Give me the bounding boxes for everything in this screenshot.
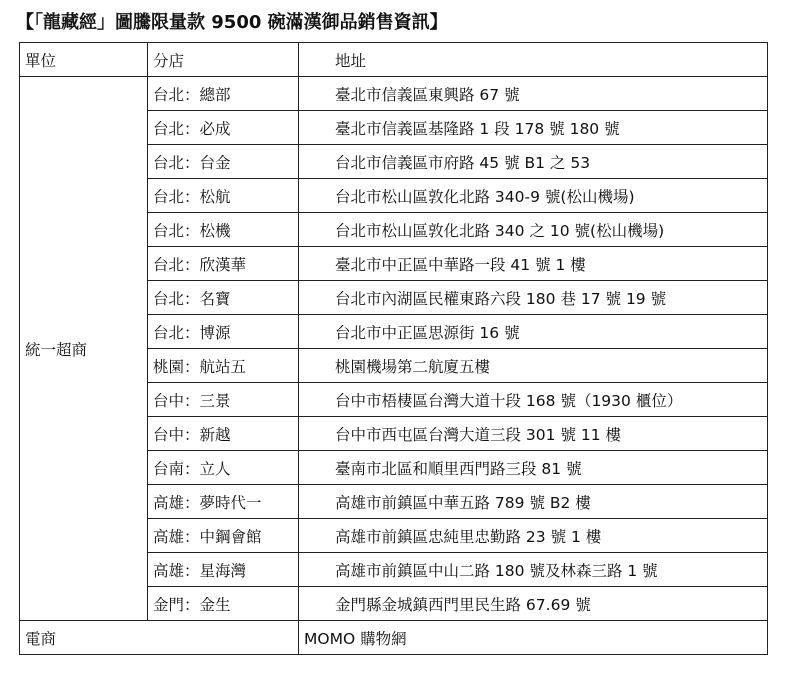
address-cell: 金門縣金城鎮西門里民生路 67.69 號 bbox=[299, 587, 768, 621]
branch-cell: 台中：三景 bbox=[148, 383, 299, 417]
channel-cell: 統一超商 bbox=[20, 77, 148, 621]
address-cell: 臺北市信義區基隆路 1 段 178 號 180 號 bbox=[299, 111, 768, 145]
address-cell: 台北市中正區思源街 16 號 bbox=[299, 315, 768, 349]
branch-cell: 桃園：航站五 bbox=[148, 349, 299, 383]
address-cell: 臺南市北區和順里西門路三段 81 號 bbox=[299, 451, 768, 485]
address-cell: 台北市松山區敦化北路 340 之 10 號(松山機場) bbox=[299, 213, 768, 247]
address-cell: 高雄市前鎮區忠純里忠勤路 23 號 1 樓 bbox=[299, 519, 768, 553]
address-cell: 台北市松山區敦化北路 340-9 號(松山機場) bbox=[299, 179, 768, 213]
branch-cell: 高雄：星海灣 bbox=[148, 553, 299, 587]
branch-cell: 台北：總部 bbox=[148, 77, 299, 111]
header-address: 地址 bbox=[299, 43, 768, 77]
branch-cell: 高雄：夢時代一 bbox=[148, 485, 299, 519]
table-row bbox=[20, 77, 768, 111]
address-cell: 台北市信義區市府路 45 號 B1 之 53 bbox=[299, 145, 768, 179]
ecommerce-store-cell: MOMO 購物網 bbox=[299, 621, 768, 655]
branch-cell: 台北：欣漢華 bbox=[148, 247, 299, 281]
branch-cell: 台北：名寶 bbox=[148, 281, 299, 315]
branch-cell: 台北：松航 bbox=[148, 179, 299, 213]
branch-cell: 台北：松機 bbox=[148, 213, 299, 247]
branch-cell: 台北：博源 bbox=[148, 315, 299, 349]
branch-cell: 台南：立人 bbox=[148, 451, 299, 485]
address-cell: 台中市梧棲區台灣大道十段 168 號（1930 櫃位） bbox=[299, 383, 768, 417]
branch-cell: 台中：新越 bbox=[148, 417, 299, 451]
header-channel: 單位 bbox=[20, 43, 148, 77]
address-cell: 高雄市前鎮區中山二路 180 號及林森三路 1 號 bbox=[299, 553, 768, 587]
branch-cell: 台北：台金 bbox=[148, 145, 299, 179]
address-cell: 台北市內湖區民權東路六段 180 巷 17 號 19 號 bbox=[299, 281, 768, 315]
address-cell: 臺北市中正區中華路一段 41 號 1 樓 bbox=[299, 247, 768, 281]
table-header-row bbox=[20, 43, 768, 77]
branch-cell: 台北：必成 bbox=[148, 111, 299, 145]
address-cell: 臺北市信義區東興路 67 號 bbox=[299, 77, 768, 111]
page-title: 【「龍藏經」圖騰限量款 9500 碗滿漢御品銷售資訊】 bbox=[16, 12, 448, 33]
branch-cell: 金門：金生 bbox=[148, 587, 299, 621]
address-cell: 桃園機場第二航廈五樓 bbox=[299, 349, 768, 383]
branch-cell: 高雄：中鋼會館 bbox=[148, 519, 299, 553]
header-branch: 分店 bbox=[148, 43, 299, 77]
store-table bbox=[19, 42, 768, 655]
store-table-body bbox=[20, 77, 768, 655]
address-cell: 高雄市前鎮區中華五路 789 號 B2 樓 bbox=[299, 485, 768, 519]
ecommerce-row bbox=[20, 621, 768, 655]
address-cell: 台中市西屯區台灣大道三段 301 號 11 樓 bbox=[299, 417, 768, 451]
ecommerce-channel-cell: 電商 bbox=[20, 621, 299, 655]
